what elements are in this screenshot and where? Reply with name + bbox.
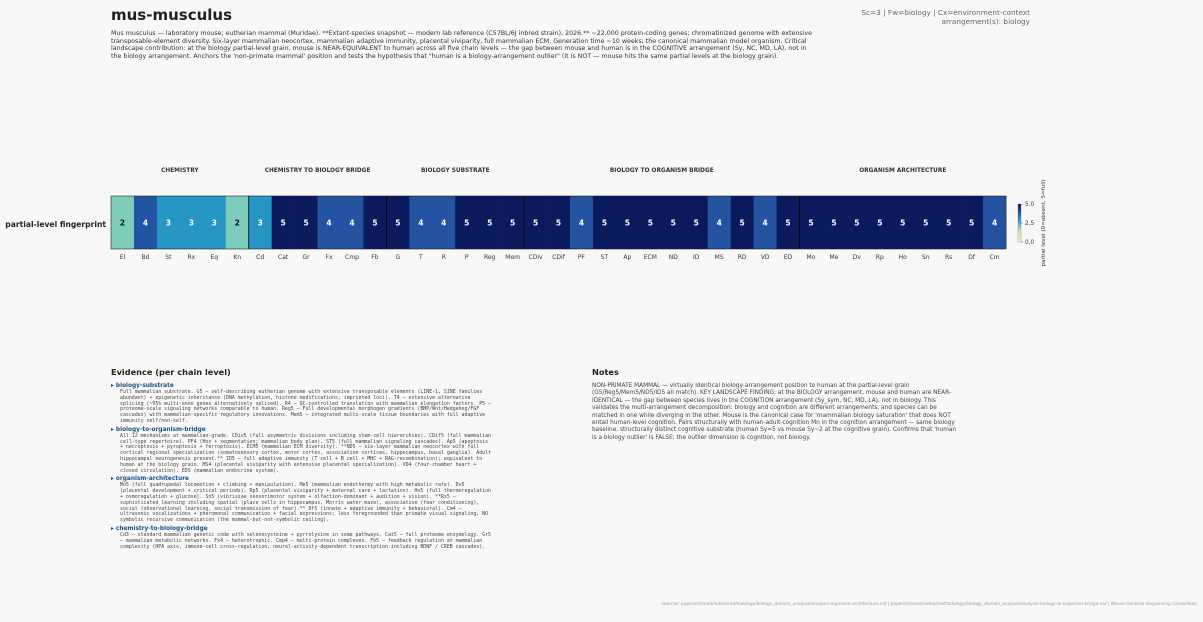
cell-value-label: 5 [831,218,837,228]
cell-value-label: 4 [441,218,447,228]
cell-value-label: 5 [395,218,401,228]
evidence-item [111,526,491,550]
x-tick-label: ND [668,254,678,261]
x-tick-label: Gr [302,254,310,261]
x-tick-label: Mem [505,254,520,261]
x-tick-label: ST [600,254,609,261]
x-tick-label: ID [693,254,700,261]
x-tick-label: VD [760,254,770,261]
cell-value-label: 4 [716,218,722,228]
evidence-text: All 12 mechanisms at mammalian-grade. CDiv5 (full asymmetric divisions including stem-cell hierarchies). CDif5 (full mammalian cell-type repertoire). PF4 (Hox + segmentation; mammalian body plan). ST5 (full mammalian signaling cascades). Ap5 (apoptosis + necroptosis + pyroptosis + ferroptosis). ECM5 (mammalian ECM diversity). **ND5 — six-layer mammalian neocortex with full cortical regional specialization (somatosensory cortex, motor cortex, association cortices, hippocampus, basal ganglia). Adult hippocampal neurogenesis present.** ID5 — full adaptive immunity (T cell + B cell + MHC + RAG-recombination); equivalent to human at the biology grain. MS4 (placental viviparity with extensive placental specialization). VD4 (four-chamber heart + closed circulation). ED5 (mammalian endocrine system). [120,432,491,474]
evidence-text: Full mammalian substrate. G5 — self-describing eutherian genome with extensive transposable elements (LINE-1, SINE families abundant) + epigenetic inheritance (DNA methylation, histone modifications, imprinted loci). T4 — extensive alternative splicing (~95% multi-exon genes alternatively spliced). R4 — QC-controlled translation with mammalian elongation factors. P5 — proteome-scale signaling networks comparable to human. Reg5 — Full developmental morphogen gradients (BMP/Wnt/Hedgehog/FGF cascades) with mammalian-specific regulatory innovations. Mem5 — integrated multi-scale tissue boundaries with full adaptive immunity self/non-self. [120,389,491,424]
x-tick-label: CDif [552,254,565,261]
x-tick-label: Rs [945,254,953,261]
cell-value-label: 5 [303,218,309,228]
evidence-item [111,383,491,425]
x-tick-label: Cmp [345,254,359,261]
cell-value-label: 5 [808,218,814,228]
cell-value-label: 5 [487,218,493,228]
group-label: BIOLOGY SUBSTRATE [420,168,490,174]
evidence-title: ▸ biology-to-organism-bridge [111,426,206,433]
cell-value-label: 5 [372,218,378,228]
x-tick-label: Cd [256,254,265,261]
x-tick-label: Dv [852,254,861,261]
colorbar-gradient [1018,204,1021,242]
cell-value-label: 5 [923,218,929,228]
colorbar-tick-label: 5.0 [1025,202,1035,208]
group-label: CHEMISTRY [161,168,199,174]
evidence-text: Mo5 (full quadrupedal locomotion + climbing + manipulation). Me5 (mammalian endothermy with high metabolic rate). Dv5 (placental development + critical periods). Rp5 (placental viviparity + maternal care + lactation). Ho5 (full thermoregulation + osmoregulation + glucose). Sn5 (vibrissae sensorimotor system + olfaction-dominant + audition + vision). **Rs5 — sophisticated learning including spatial (place cells in hippocampus, Morris water maze), associative (fear conditioning), social (observational learning, social transmission of fear).** Df5 (innate + adaptive immunity + behavioral). Cm4 — ultrasonic vocalizations + pheromonal communication + facial expressions; less foregrounded than primate visual signaling, NO symbolic recursive communication (the mammal-but-not-symbolic ceiling). [120,482,491,524]
x-tick-label: ED [783,254,793,261]
evidence-title: ▸ chemistry-to-biology-bridge [111,525,208,532]
header-meta [861,8,1030,26]
x-tick-label: RD [737,254,747,261]
x-tick-label: R [441,254,446,261]
page-title: mus-musculus [111,6,233,24]
evidence-list [111,383,491,552]
cell-value-label: 5 [693,218,699,228]
cell-value-label: 4 [326,218,332,228]
x-tick-label: Bd [141,254,150,261]
species-description: Mus musculus — laboratory mouse; eutherian mammal (Muridae). **Extant-species snapshot — modern lab reference (C57BL/6J inbred strain), 2026.** ~22,000 protein-coding genes; chromatinized genome with extensive transposable-element diversity. Six-layer mammalian neocortex, mammalian adaptive immunity, placental viviparity, full mammalian ECM. Generation time ~10 weeks; the canonical mammalian model organism. Critical landscape contribution: at the biology partial-level grain, mouse is NEAR-EQUIVALENT to human across all five chain levels — the gap between mouse and human is in the COGNITIVE arrangement (Sy, NC, MD, LA), not in the biology arrangement. Anchors the 'non-primate mammal' position and tests the hypothesis that "human is a biology-arrangement outlier" (it is NOT — mouse hits the same partial levels at the biology grain). [111,30,813,60]
x-tick-label: El [119,254,126,261]
cell-value-label: 5 [510,218,516,228]
x-tick-label: Ho [898,254,907,261]
x-tick-label: Me [829,254,839,261]
cell-value-label: 3 [257,218,263,228]
cell-value-label: 5 [877,218,883,228]
x-tick-label: T [418,254,423,261]
colorbar-tick-label: 2.5 [1025,221,1035,227]
meta-scales: Sc=3 | Fw=biology | Cx=environment-context [861,8,1030,17]
x-tick-label: Rp [875,254,884,261]
cell-value-label: 3 [165,218,171,228]
cell-value-label: 4 [762,218,768,228]
cell-value-label: 5 [601,218,608,228]
x-tick-label: Fb [371,254,379,261]
x-tick-label: PF [577,254,586,261]
cell-value-label: 5 [969,218,975,228]
cell-value-label: 4 [991,218,998,228]
cell-value-label: 5 [854,218,860,228]
cell-value-label: 4 [418,218,424,228]
x-tick-label: Reg [483,254,496,261]
x-tick-label: Sn [921,254,930,261]
evidence-title: ▸ biology-substrate [111,383,174,389]
cell-value-label: 2 [119,218,126,228]
evidence-item [111,427,491,475]
cell-value-label: 5 [647,218,653,228]
cell-value-label: 4 [142,218,149,228]
cell-value-label: 5 [739,218,745,228]
x-tick-label: Cat [278,254,289,261]
cell-value-label: 5 [464,218,470,228]
x-tick-label: Cm [989,254,1000,261]
x-tick-label: St [165,254,172,261]
evidence-heading: Evidence (per chain level) [111,367,231,377]
x-tick-label: Fx [325,254,333,261]
cell-value-label: 5 [624,218,630,228]
group-label: ORGANISM ARCHITECTURE [859,168,947,174]
meta-arrangements: arrangement(s): biology [941,17,1030,26]
x-tick-label: Df [968,254,975,261]
colorbar-tick-label: 0.0 [1025,240,1035,246]
group-label: CHEMISTRY TO BIOLOGY BRIDGE [264,168,371,174]
x-tick-label: Eq [210,254,219,261]
x-tick-label: Ap [623,254,632,261]
cell-value-label: 3 [211,218,217,228]
cell-value-label: 4 [578,218,585,228]
group-label: BIOLOGY TO ORGANISM BRIDGE [609,168,714,174]
x-tick-label: Mo [806,254,816,261]
notes-heading: Notes [592,367,619,377]
group-labels [161,168,946,174]
colorbar-label: partial level (0=absent, 5=full) [1041,179,1047,267]
x-tick-labels [120,254,1000,261]
x-tick-label: Kn [233,254,242,261]
x-tick-label: MS [714,254,724,261]
cell-value-label: 5 [900,218,906,228]
cell-value-label: 5 [670,218,676,228]
fingerprint-heatmap [0,160,1203,280]
x-tick-label: G [395,254,401,261]
notes-text: NON-PRIMATE MAMMAL — virtually identical biology-arrangement position to human at the partial-level grain (G5/Reg5/Mem5/ND5/ID5 all match). KEY LANDSCAPE FINDING: at the BIOLOGY arrangement, mouse and human are NEAR-IDENTICAL — the gap between species lives in the COGNITION arrangement (Sy_sym, NC, MD, LA), not in biology. This validates the multi-arrangement decomposition: biology and cognition are different arrangements, and species can be matched in one while diverging in the other. Mouse is the canonical case for 'mammalian biology saturation' that does NOT entail human-level cognition. Pairs structurally with human-adult-cognition Mn in the cognition arrangement — same biology baseline, structurally distinct cognitive substrate (human Sy=5 vs mouse Sy~2 at the cognitive grain). Confirms that 'human is a biology outlier' is FALSE; the outlier dimension is cognition, not biology. [592,383,957,441]
colorbar [1018,180,1047,267]
cell-value-label: 5 [280,218,286,228]
cell-value-label: 2 [234,218,240,228]
x-tick-label: ECM [643,254,657,261]
evidence-item [111,476,491,524]
cell-value-label: 5 [532,218,539,228]
heatmap-cells [111,196,1006,249]
cell-value-label: 3 [188,218,194,228]
evidence-title: ▸ organism-architecture [111,476,189,483]
cell-value-label: 5 [555,218,562,228]
x-tick-label: Rx [187,254,196,261]
x-tick-label: P [464,254,469,261]
cell-value-label: 5 [785,218,791,228]
row-label: partial-level fingerprint [5,220,106,229]
cell-value-label: 5 [946,218,952,228]
x-tick-label: CDiv [528,254,543,261]
cell-value-label: 4 [349,218,355,228]
evidence-text: Cd3 — standard mammalian genetic code with selenocysteine + pyrrolysine in some pathways. Cat5 — full proteome enzymology. Gr5 — mammalian metabolic networks. Fx4 — heterotrophic. Cmp4 — multi-protein complexes. Fb5 — feedback regulation at mammalian complexity (HPA axis, immune-cell cross-regulation, neural-activity-dependent transcription including BDNF / CREB cascades). [120,531,491,550]
sources-footer: sources: papers/shared/notes/methodology/biology_domain_analysis/analysis-organism-architecture.md | papers/shared/notes/methodology/biology_domain_analysis/analysis-biology-to-organism-bridge.md | Mouse Genome Sequencing Consortium [661,602,1197,607]
